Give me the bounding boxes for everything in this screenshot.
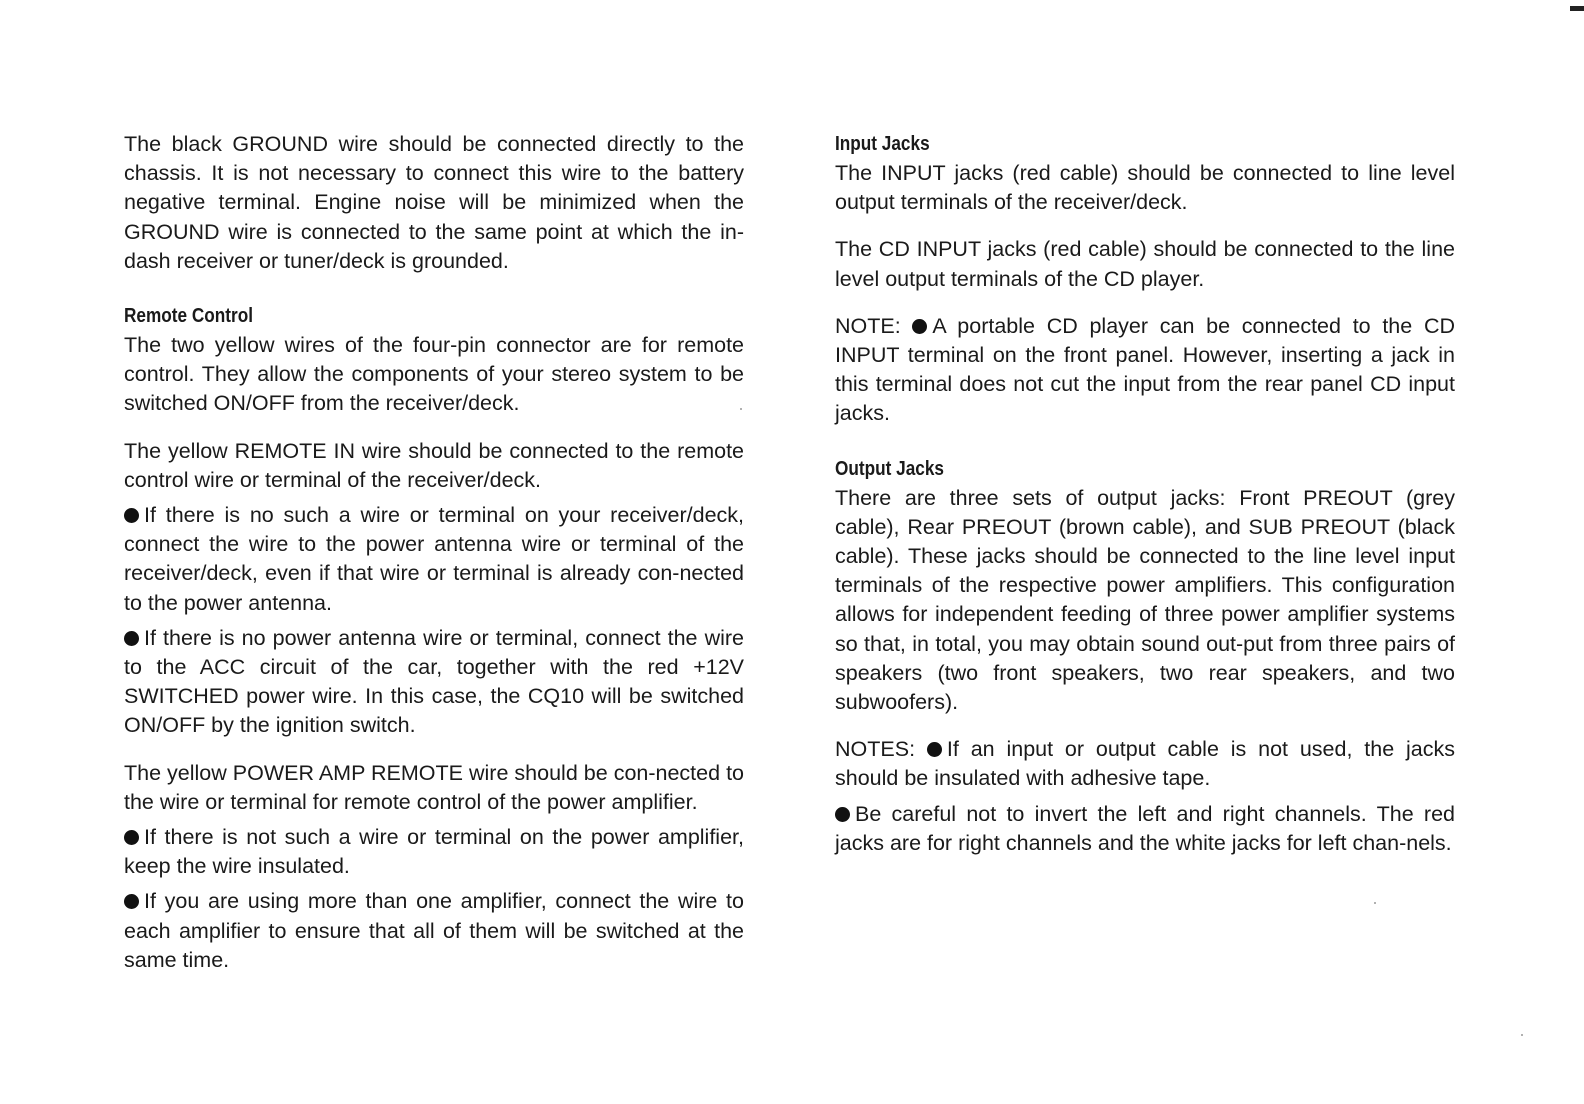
note-label: NOTE: <box>835 313 901 338</box>
right-column <box>835 130 1455 876</box>
bullet-icon <box>835 807 850 822</box>
input-note <box>835 312 1455 429</box>
bullet-icon <box>124 508 139 523</box>
scan-speck <box>1374 902 1376 904</box>
ground-wire-paragraph: The black GROUND wire should be connected directly to the chassis. It is not necessary to connect this wire to the battery negative terminal. Engine noise will be minimized when the GROUND wire is connected to the same point at which the in-dash receiver or tuner/deck is grounded. <box>124 132 744 273</box>
bullet-text: If there is no such a wire or terminal on your receiver/deck, connect the wire to the power antenna wire or terminal of the receiver/deck, even if that wire or terminal is already con-nected to the power antenna. <box>124 503 744 615</box>
bullet-text: If you are using more than one amplifier, connect the wire to each amplifier to ensure that all of them will be switched at the same time. <box>124 889 744 972</box>
note-text: A portable CD player can be connected to the CD INPUT terminal on the front panel. However, inserting a jack in this terminal does not cut the input from the rear panel CD input jacks. <box>835 313 1455 426</box>
remote-bullet-3 <box>124 823 744 881</box>
bullet-icon <box>124 830 139 845</box>
bullet-text: Be careful not to invert the left and right channels. The red jacks are for right channels and the white jacks for left chan-nels. <box>835 801 1455 855</box>
power-amp-remote-paragraph: The yellow POWER AMP REMOTE wire should be con-nected to the wire or terminal for remote control of the power amplifier. <box>124 760 744 814</box>
output-jacks-heading: Output Jacks <box>835 457 944 480</box>
notes-label: NOTES: <box>835 737 916 762</box>
notes-text: If an input or output cable is not used, the jacks should be insulated with adhesive tape. <box>835 737 1456 791</box>
remote-bullet-2 <box>124 624 744 741</box>
bullet-icon <box>927 742 942 757</box>
page-edge-mark <box>1570 6 1584 11</box>
remote-bullet-4 <box>124 887 744 975</box>
output-jacks-paragraph: There are three sets of output jacks: Front PREOUT (grey cable), Rear PREOUT (brown cable), and SUB PREOUT (black cable). These jacks should be connected to the line level input terminals of the respective power amplifiers. This configuration allows for independent feeding of three power amplifier systems so that, in total, you may obtain sound out-put from three pairs of speakers (two front speakers, two rear speakers, and two subwoofers). <box>835 485 1455 715</box>
remote-control-intro: The two yellow wires of the four-pin connector are for remote control. They allow the components of your stereo system to be switched ON/OFF from the receiver/deck. <box>124 333 744 416</box>
output-bullet-1 <box>835 800 1455 858</box>
cd-input-paragraph: The CD INPUT jacks (red cable) should be connected to the line level output terminals of the CD player. <box>835 237 1455 291</box>
input-jacks-paragraph: The INPUT jacks (red cable) should be connected to line level output terminals of the receiver/deck. <box>835 161 1455 215</box>
remote-in-paragraph: The yellow REMOTE IN wire should be connected to the remote control wire or terminal of the receiver/deck. <box>124 438 744 492</box>
input-jacks-heading: Input Jacks <box>835 133 930 155</box>
left-column <box>124 130 744 993</box>
bullet-icon <box>124 894 139 909</box>
output-notes <box>835 735 1455 793</box>
bullet-icon <box>124 631 139 646</box>
bullet-icon <box>912 319 927 334</box>
scan-speck <box>1521 1034 1523 1036</box>
bullet-text: If there is not such a wire or terminal on the power amplifier, keep the wire insulated. <box>124 825 744 879</box>
remote-control-heading: Remote Control <box>124 305 253 328</box>
remote-bullet-1 <box>124 501 744 618</box>
bullet-text: If there is no power antenna wire or terminal, connect the wire to the ACC circuit of the car, together with the red +12V SWITCHED power wire. In this case, the CQ10 will be switched ON/OFF by the ignition switch. <box>124 625 744 738</box>
